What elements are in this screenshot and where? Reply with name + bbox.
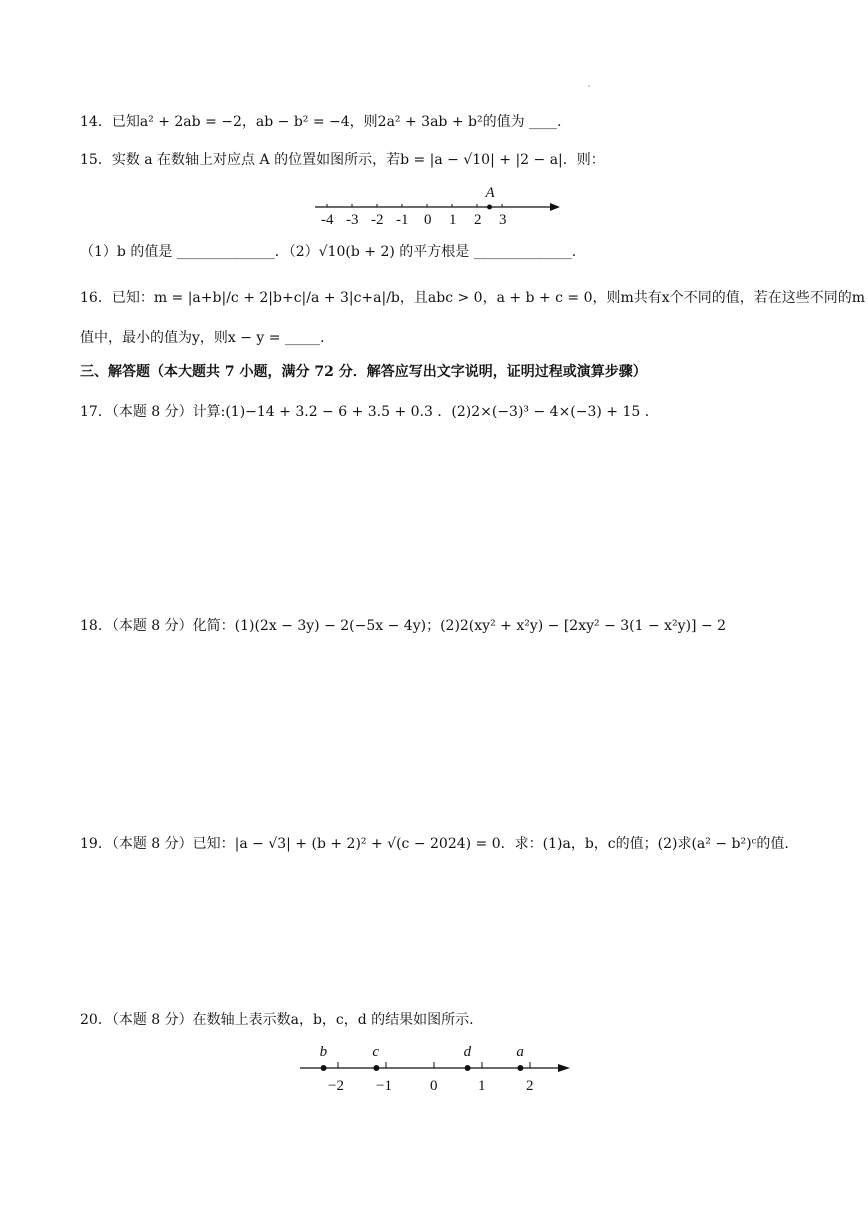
- q15-tick-label: 3: [499, 212, 507, 228]
- q20-tick-label: −2: [328, 1078, 344, 1094]
- q20-tick-label: −1: [376, 1078, 392, 1094]
- section-3-heading: 三、解答题（本大题共 7 小题，满分 72 分．解答应写出文字说明，证明过程或演算步骤）: [80, 364, 647, 380]
- question-16-line2: 值中，最小的值为y，则x − y = _____.: [80, 330, 325, 346]
- question-15: 15．实数 a 在数轴上对应点 A 的位置如图所示，若b = |a − √10| + |2 − a|．则：: [80, 152, 605, 168]
- q20-tick-label: 2: [526, 1078, 534, 1094]
- question-16-line1: 16．已知：m = |a+b|/c + 2|b+c|/a + 3|c+a|/b，且abc > 0，a + b + c = 0，则m共有x个不同的值，若在这些不同的m: [80, 290, 865, 306]
- q20-point-a: [517, 1065, 523, 1071]
- q20-point-label: a: [516, 1044, 524, 1060]
- q20-point-d: [465, 1065, 471, 1071]
- question-14: 14．已知a² + 2ab = −2，ab − b² = −4，则2a² + 3ab + b²的值为 ____.: [80, 114, 562, 130]
- question-15-sub: （1）b 的值是 ______________．（2）√10(b + 2) 的平方根是 ______________.: [80, 244, 577, 260]
- question-17: 17．（本题 8 分）计算:(1)−14 + 3.2 − 6 + 3.5 + 0.3 ．(2)2×(−3)³ − 4×(−3) + 15 ．: [80, 404, 659, 420]
- q15-tick-label: -1: [396, 212, 409, 228]
- question-19: 19．（本题 8 分）已知：|a − √3| + (b + 2)² + √(c − 2024) = 0．求：(1)a，b，c的值；(2)求(a² − b²)ᶜ的值.: [80, 836, 789, 852]
- q20-point-c: [373, 1065, 379, 1071]
- q15-tick-label: -2: [371, 212, 384, 228]
- q15-tick-label: 1: [449, 212, 457, 228]
- q15-point-a: [487, 205, 492, 210]
- q15-tick-label: 2: [474, 212, 482, 228]
- question-20: 20．（本题 8 分）在数轴上表示数a，b，c，d 的结果如图所示.: [80, 1012, 474, 1028]
- q20-point-label: d: [463, 1044, 472, 1060]
- q15-number-line: [310, 180, 560, 230]
- q20-tick-label: 1: [478, 1078, 486, 1094]
- q15-point-label: A: [485, 185, 495, 201]
- q15-tick-label: 0: [424, 212, 432, 228]
- q20-number-line: [298, 1040, 573, 1100]
- question-18: 18．（本题 8 分）化简：(1)(2x − 3y) − 2(−5x − 4y)；(2)2(xy² + x²y) − [2xy² − 3(1 − x²y)] − 2: [80, 618, 727, 634]
- q20-point-label: c: [372, 1044, 380, 1060]
- top-mark: ': [588, 84, 591, 93]
- q20-point-b: [321, 1065, 327, 1071]
- q20-tick-label: 0: [430, 1078, 438, 1094]
- q15-tick-label: -4: [321, 212, 334, 228]
- q20-point-label: b: [319, 1044, 328, 1060]
- q15-tick-label: -3: [346, 212, 359, 228]
